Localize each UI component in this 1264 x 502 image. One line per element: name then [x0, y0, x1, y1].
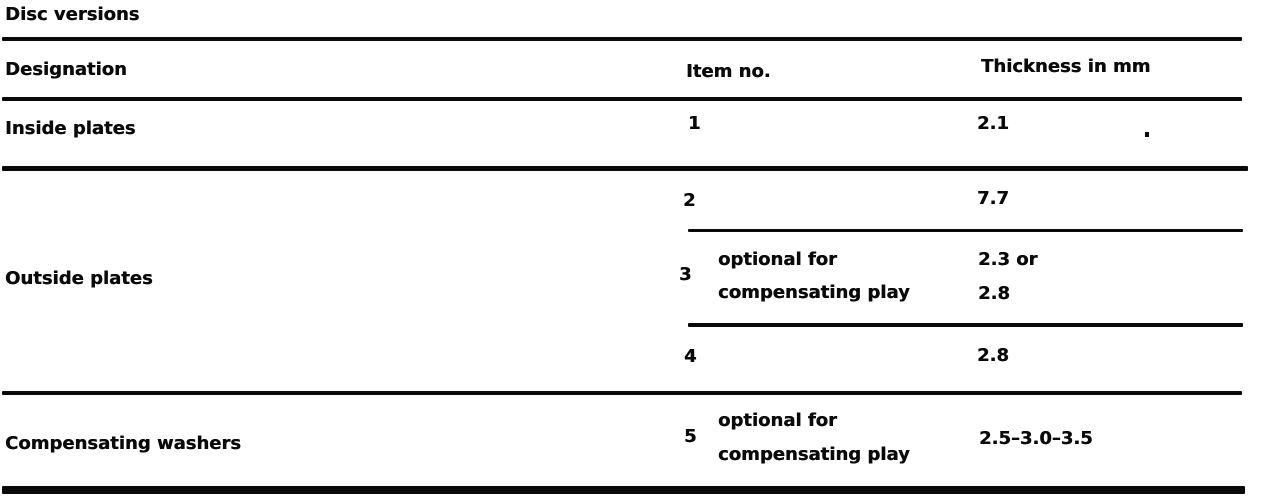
cell-note-row3-line1: optional for: [718, 249, 837, 270]
cell-designation-inside-plates: Inside plates: [5, 118, 136, 139]
cell-item-no-2: 2: [683, 190, 696, 211]
rule-table-bottom: [2, 486, 1245, 494]
cell-item-no-3: 3: [679, 264, 692, 285]
cell-designation-outside-plates: Outside plates: [5, 268, 153, 289]
cell-thickness-row1: 2.1: [977, 113, 1009, 134]
rule-under-inside-plates: [2, 166, 1248, 171]
page-title: Disc versions: [5, 4, 140, 25]
rule-under-title: [2, 37, 1242, 41]
cell-item-no-1: 1: [688, 113, 701, 134]
column-header-item-no: Item no.: [686, 61, 771, 82]
cell-thickness-row5: 2.5–3.0–3.5: [979, 428, 1093, 449]
rule-under-outside-plates: [2, 391, 1242, 395]
cell-item-no-4: 4: [684, 346, 697, 367]
column-header-thickness: Thickness in mm: [981, 56, 1151, 77]
cell-thickness-row3-line1: 2.3 or: [978, 249, 1038, 270]
column-header-designation: Designation: [5, 59, 127, 80]
rule-partial-under-row3: [688, 323, 1243, 327]
cell-note-row3-line2: compensating play: [718, 282, 910, 303]
cell-thickness-row4: 2.8: [977, 345, 1009, 366]
cell-item-no-5: 5: [684, 426, 697, 447]
cell-designation-compensating-washers: Compensating washers: [5, 433, 241, 454]
scan-artifact-dot: [1145, 132, 1149, 137]
cell-thickness-row2: 7.7: [977, 188, 1009, 209]
rule-partial-under-row2: [688, 229, 1243, 232]
cell-thickness-row3-line2: 2.8: [978, 283, 1010, 304]
rule-under-header: [2, 97, 1242, 101]
cell-note-row5-line1: optional for: [718, 410, 837, 431]
cell-note-row5-line2: compensating play: [718, 444, 910, 465]
